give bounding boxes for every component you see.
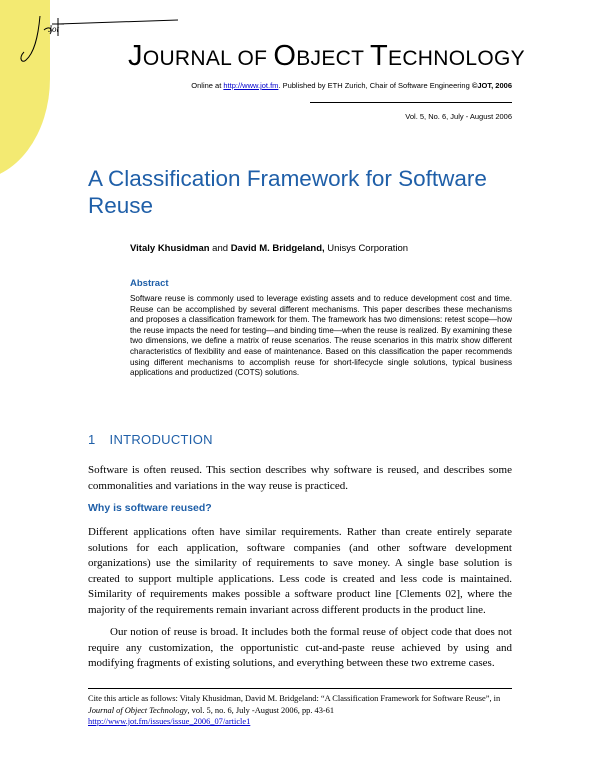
body-paragraph-2: Our notion of reuse is broad. It includes both the formal reuse of object code that does not require any customization, the opportunistic cut-and-paste reuse achieved by using and modifying fragments of existing solutions, and everything between these two extreme cases. <box>88 626 512 669</box>
intro-paragraph: Software is often reused. This section describes why software is reused, and describes some commonalities and variations in the way reuse is practiced. <box>88 464 512 492</box>
journal-url-link[interactable]: http://www.jot.fm <box>223 81 279 90</box>
volume-line: Vol. 5, No. 6, July - August 2006 <box>405 112 512 121</box>
body-paragraph-1: Different applications often have similar requirements. Rather than create entirely separate solutions for each application, software companies (and other software development organizations) use the similarity of requirements to save money. A single base solution is created to support multiple applications. Less code is created and less code is maintained. Similarity of requirements makes possible a software product line [Clements 02], where the majority of the requirements remain invariant across different products in the product line. <box>88 526 512 616</box>
article-url-link[interactable]: http://www.jot.fm/issues/issue_2006_07/article1 <box>88 717 251 726</box>
svg-text:Jot: Jot <box>48 24 59 34</box>
affiliation: Unisys Corporation <box>324 243 409 254</box>
abstract-heading: Abstract <box>130 278 169 289</box>
authors-line: Vitaly Khusidman and David M. Bridgeland, Unisys Corporation <box>130 243 409 254</box>
header-divider <box>310 102 512 103</box>
author-2: David M. Bridgeland, <box>230 243 325 254</box>
author-1: Vitaly Khusidman <box>130 243 210 254</box>
subsection-heading: Why is software reused? <box>88 502 212 514</box>
copyright: ©JOT, 2006 <box>471 81 512 90</box>
abstract-text: Software reuse is commonly used to leverage existing assets and to reduce development cost and time. Reuse can be accomplished by several different mechanisms. This paper describes these mechanisms and proposes a classification framework for them. The framework has two dimensions: retest scope—how the reuse impacts the need for testing—and binding time—when the reuse is realized. By examining these two dimensions, we define a matrix of reuse scenarios. The reuse scenarios in this matrix show different characteristics of flexibility and ease of maintenance. Based on this classification the paper recommends using different mechanisms to accomplish reuse for short-lifecycle single solutions, typical business applications and productized (COTS) solutions. <box>130 294 512 378</box>
journal-title: JOURNAL OF OBJECT TECHNOLOGY <box>128 40 525 72</box>
footer-divider <box>88 688 512 689</box>
section-heading: 1 INTRODUCTION <box>88 432 213 447</box>
journal-name: Journal of Object Technology <box>88 705 188 715</box>
publication-line: Online at http://www.jot.fm. Published by ETH Zurich, Chair of Software Engineering ©JOT, 2006 <box>191 81 512 90</box>
citation-footnote: Cite this article as follows: Vitaly Khusidman, David M. Bridgeland: “A Classification Framework for Software Reuse”, in Journal of Object Technology, vol. 5, no. 6, July -August 2006, pp. 43-61 http://www.jot.fm/issues/issue_2006_07/article1 <box>88 694 501 726</box>
paper-title: A Classification Framework for Software Reuse <box>88 166 487 218</box>
section-number: 1 <box>88 432 96 447</box>
